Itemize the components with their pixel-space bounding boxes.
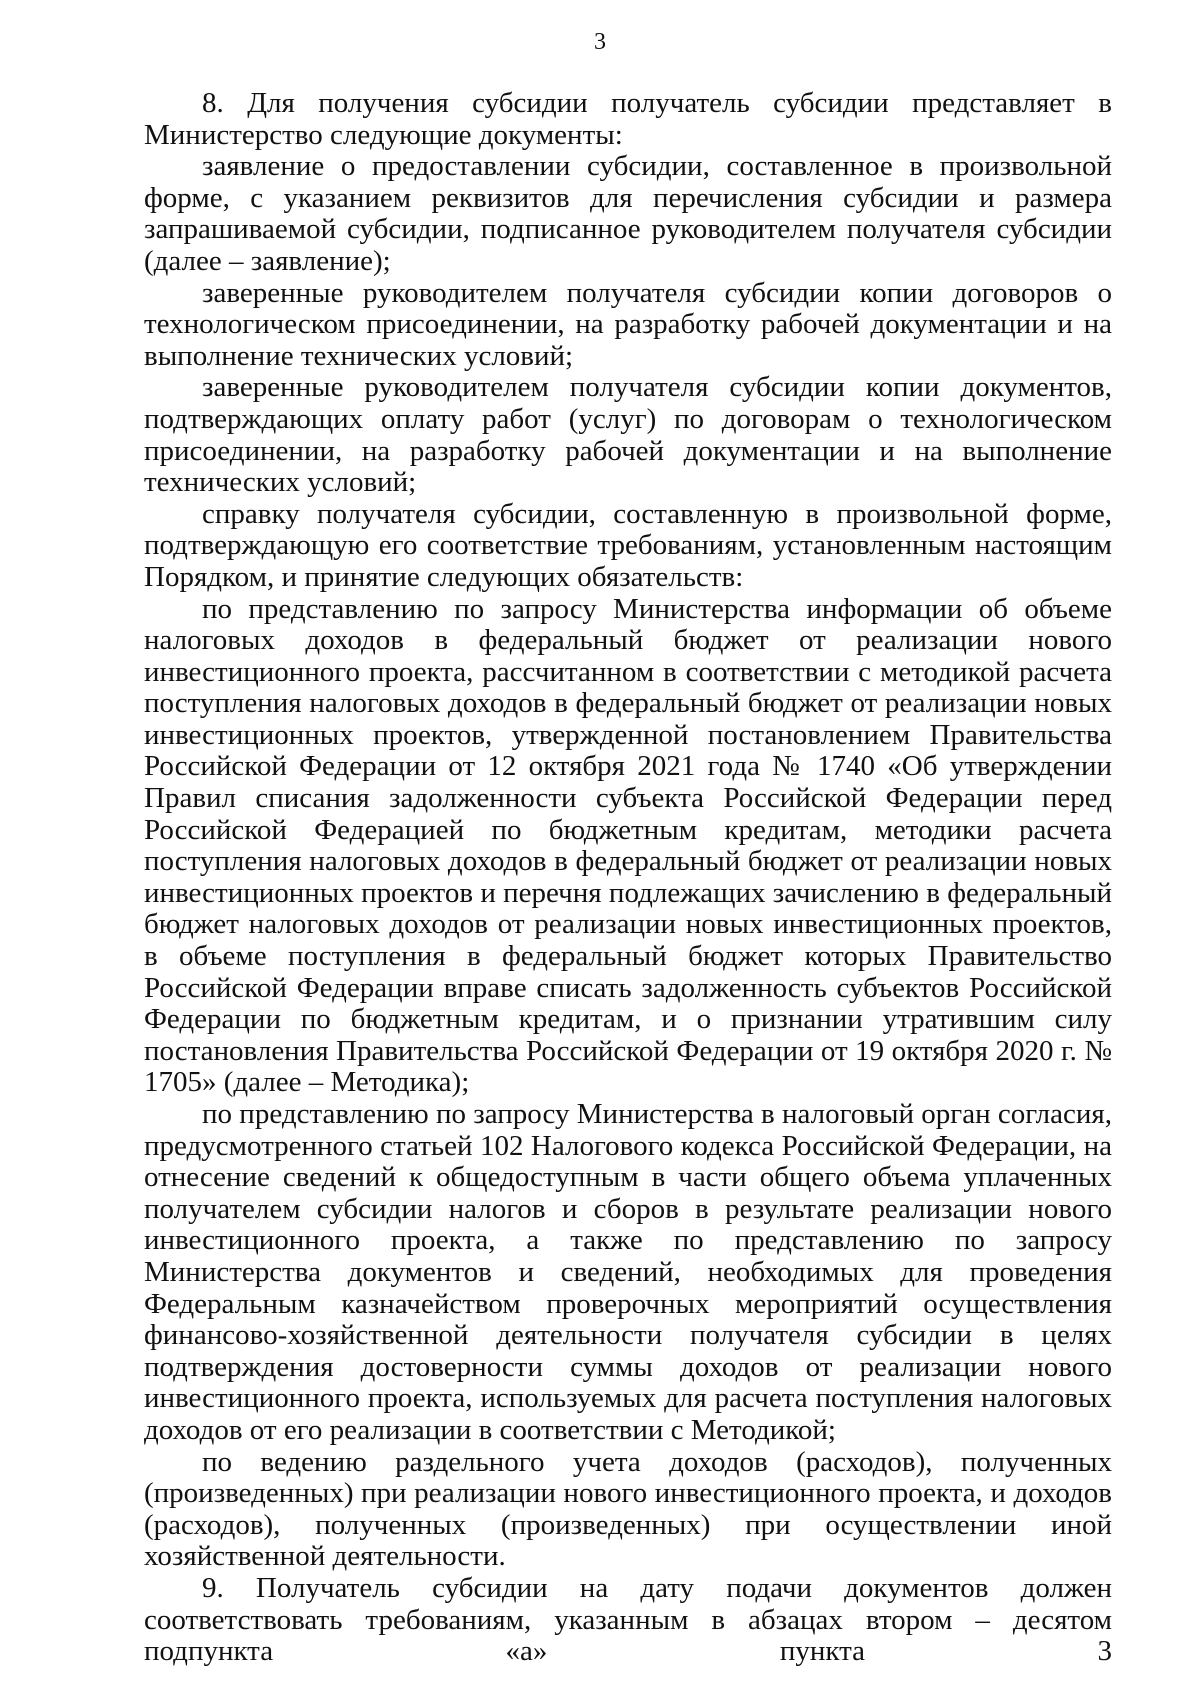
paragraph-contract-copies: заверенные руководителем получателя субсидии копии договоров о технологическом присоединении, на разработку рабочей документации и на выполнение технических условий;	[144, 276, 1112, 372]
paragraph-item-9: 9. Получатель субсидии на дату подачи документов должен соответствовать требованиям, указанным в абзацах втором – десятом подпункта «а» пункта 3	[144, 1571, 1112, 1668]
document-body	[144, 88, 1112, 1668]
paragraph-payment-copies: заверенные руководителем получателя субсидии копии документов, подтверждающих оплату работ (услуг) по договорам о технологическом присоединении, на разработку рабочей документации и на выполнение технических условий;	[144, 371, 1112, 499]
paragraph-application: заявление о предоставлении субсидии, составленное в произвольной форме, с указанием реквизитов для перечисления субсидии и размера запрашиваемой субсидии, подписанное руководителем получателя субсидии (далее – заявление);	[144, 150, 1112, 277]
paragraph-certificate: справку получателя субсидии, составленную в произвольной форме, подтверждающую его соответствие требованиям, установленным настоящим Порядком, и принятие следующих обязательств:	[144, 497, 1112, 593]
paragraph-tax-information: по представлению по запросу Министерства информации об объеме налоговых доходов в федеральный бюджет от реализации нового инвестиционного проекта, рассчитанном в соответствии с методикой расчета поступления налоговых доходов в федеральный бюджет от реализации новых инвестиционных проектов, утвержденной постановлением Правительства Российской Федерации от 12 октября 2021 года № 1740 «Об утверждении Правил списания задолженности субъекта Российской Федерации перед Российской Федерацией по бюджетным кредитам, методики расчета поступления налоговых доходов в федеральный бюджет от реализации новых инвестиционных проектов и перечня подлежащих зачислению в федеральный бюджет налоговых доходов от реализации новых инвестиционных проектов, в объеме поступления в федеральный бюджет которых Правительство Российской Федерации вправе списать задолженность субъектов Российской Федерации по бюджетным кредитам, и о признании утратившим силу постановления Правительства Российской Федерации от 19 октября 2020 г. № 1705» (далее – Методика);	[144, 592, 1112, 1099]
page-number: 3	[594, 29, 606, 55]
paragraph-separate-accounting: по ведению раздельного учета доходов (расходов), полученных (произведенных) при реализации нового инвестиционного проекта, и доходов (расходов), полученных (произведенных) при осуществлении иной хозяйственной деятельности.	[144, 1445, 1112, 1573]
paragraph-tax-consent: по представлению по запросу Министерства в налоговый орган согласия, предусмотренного статьей 102 Налогового кодекса Российской Федерации, на отнесение сведений к общедоступным в части общего объема уплаченных получателем субсидии налогов и сборов в результате реализации нового инвестиционного проекта, а также по представлению по запросу Министерства документов и сведений, необходимых для проведения Федеральным казначейством проверочных мероприятий осуществления финансово-хозяйственной деятельности получателя субсидии в целях подтверждения достоверности суммы доходов от реализации нового инвестиционного проекта, используемых для расчета поступления налоговых доходов от его реализации в соответствии с Методикой;	[144, 1098, 1112, 1446]
paragraph-item-8: 8. Для получения субсидии получатель субсидии представляет в Министерство следующие документы:	[144, 87, 1112, 151]
